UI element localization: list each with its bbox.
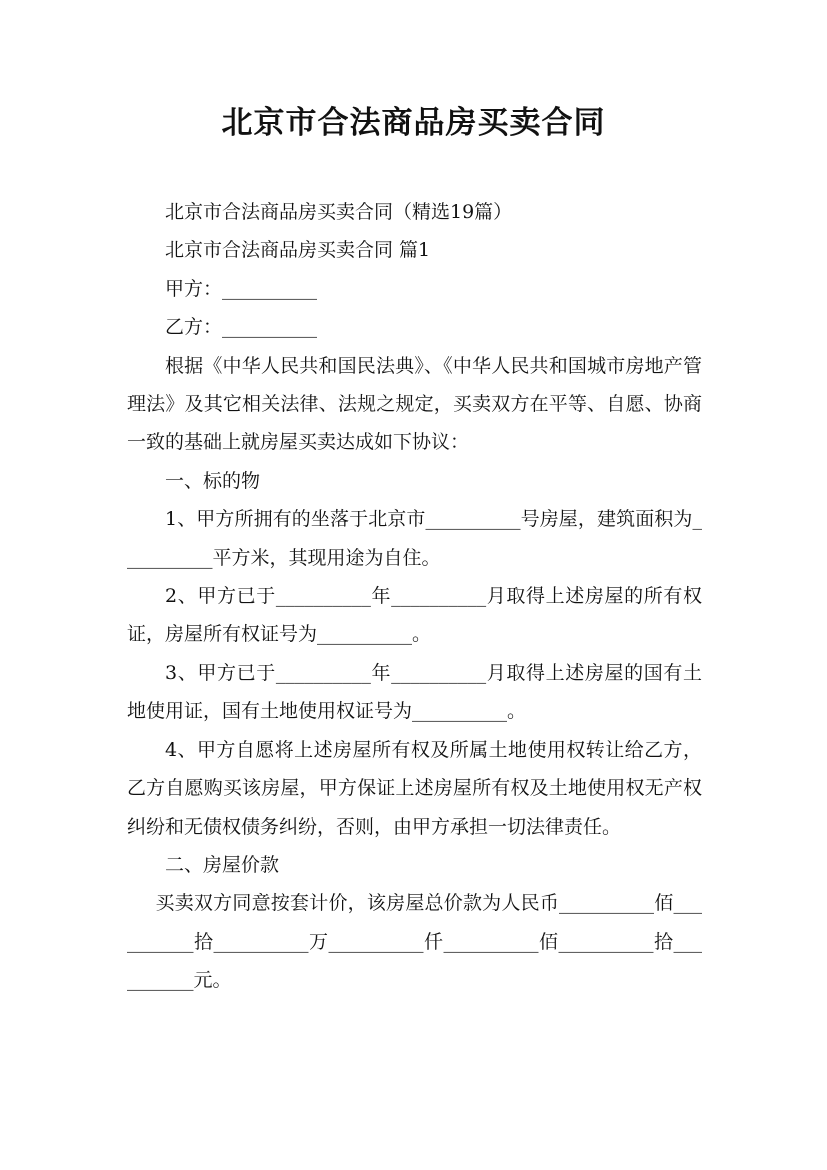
party-a-line: 甲方：__________ [165,277,318,300]
clause-4: 4、甲方自愿将上述房屋所有权及所属土地使用权转让给乙方，乙方自愿购买该房屋，甲方保证上述房屋所有权及土地使用权无产权纠纷和无债权债务纠纷，否则，由甲方承担一切法律责任。 [127,738,702,838]
section-heading-price: 二、房屋价款 [165,853,280,876]
document-body [127,193,702,1000]
paragraph-preamble: 根据《中华人民共和国民法典》、《中华人民共和国城市房地产管理法》及其它相关法律、法规之规定，买卖双方在平等、自愿、协商一致的基础上就房屋买卖达成如下协议： [127,354,702,454]
paragraph-chapter-heading: 北京市合法商品房买卖合同 篇1 [165,239,431,262]
paragraph-subtitle: 北京市合法商品房买卖合同（精选19篇） [165,201,513,223]
clause-price: 买卖双方同意按套计价，该房屋总价款为人民币__________佰__________拾__________万__________仟__________佰__________拾__________元。 [127,892,702,992]
clause-3: 3、甲方已于__________年__________月取得上述房屋的国有土地使用证，国有土地使用权证号为__________。 [127,661,702,723]
party-b-line: 乙方：__________ [165,316,318,339]
clause-2: 2、甲方已于__________年__________月取得上述房屋的所有权证，房屋所有权证号为__________。 [127,585,702,646]
section-heading-subject: 一、标的物 [165,469,261,492]
document-title: 北京市合法商品房买卖合同 [221,105,606,141]
clause-1: 1、甲方所拥有的坐落于北京市__________号房屋，建筑面积为__________平方米，其现用途为自住。 [127,508,702,569]
